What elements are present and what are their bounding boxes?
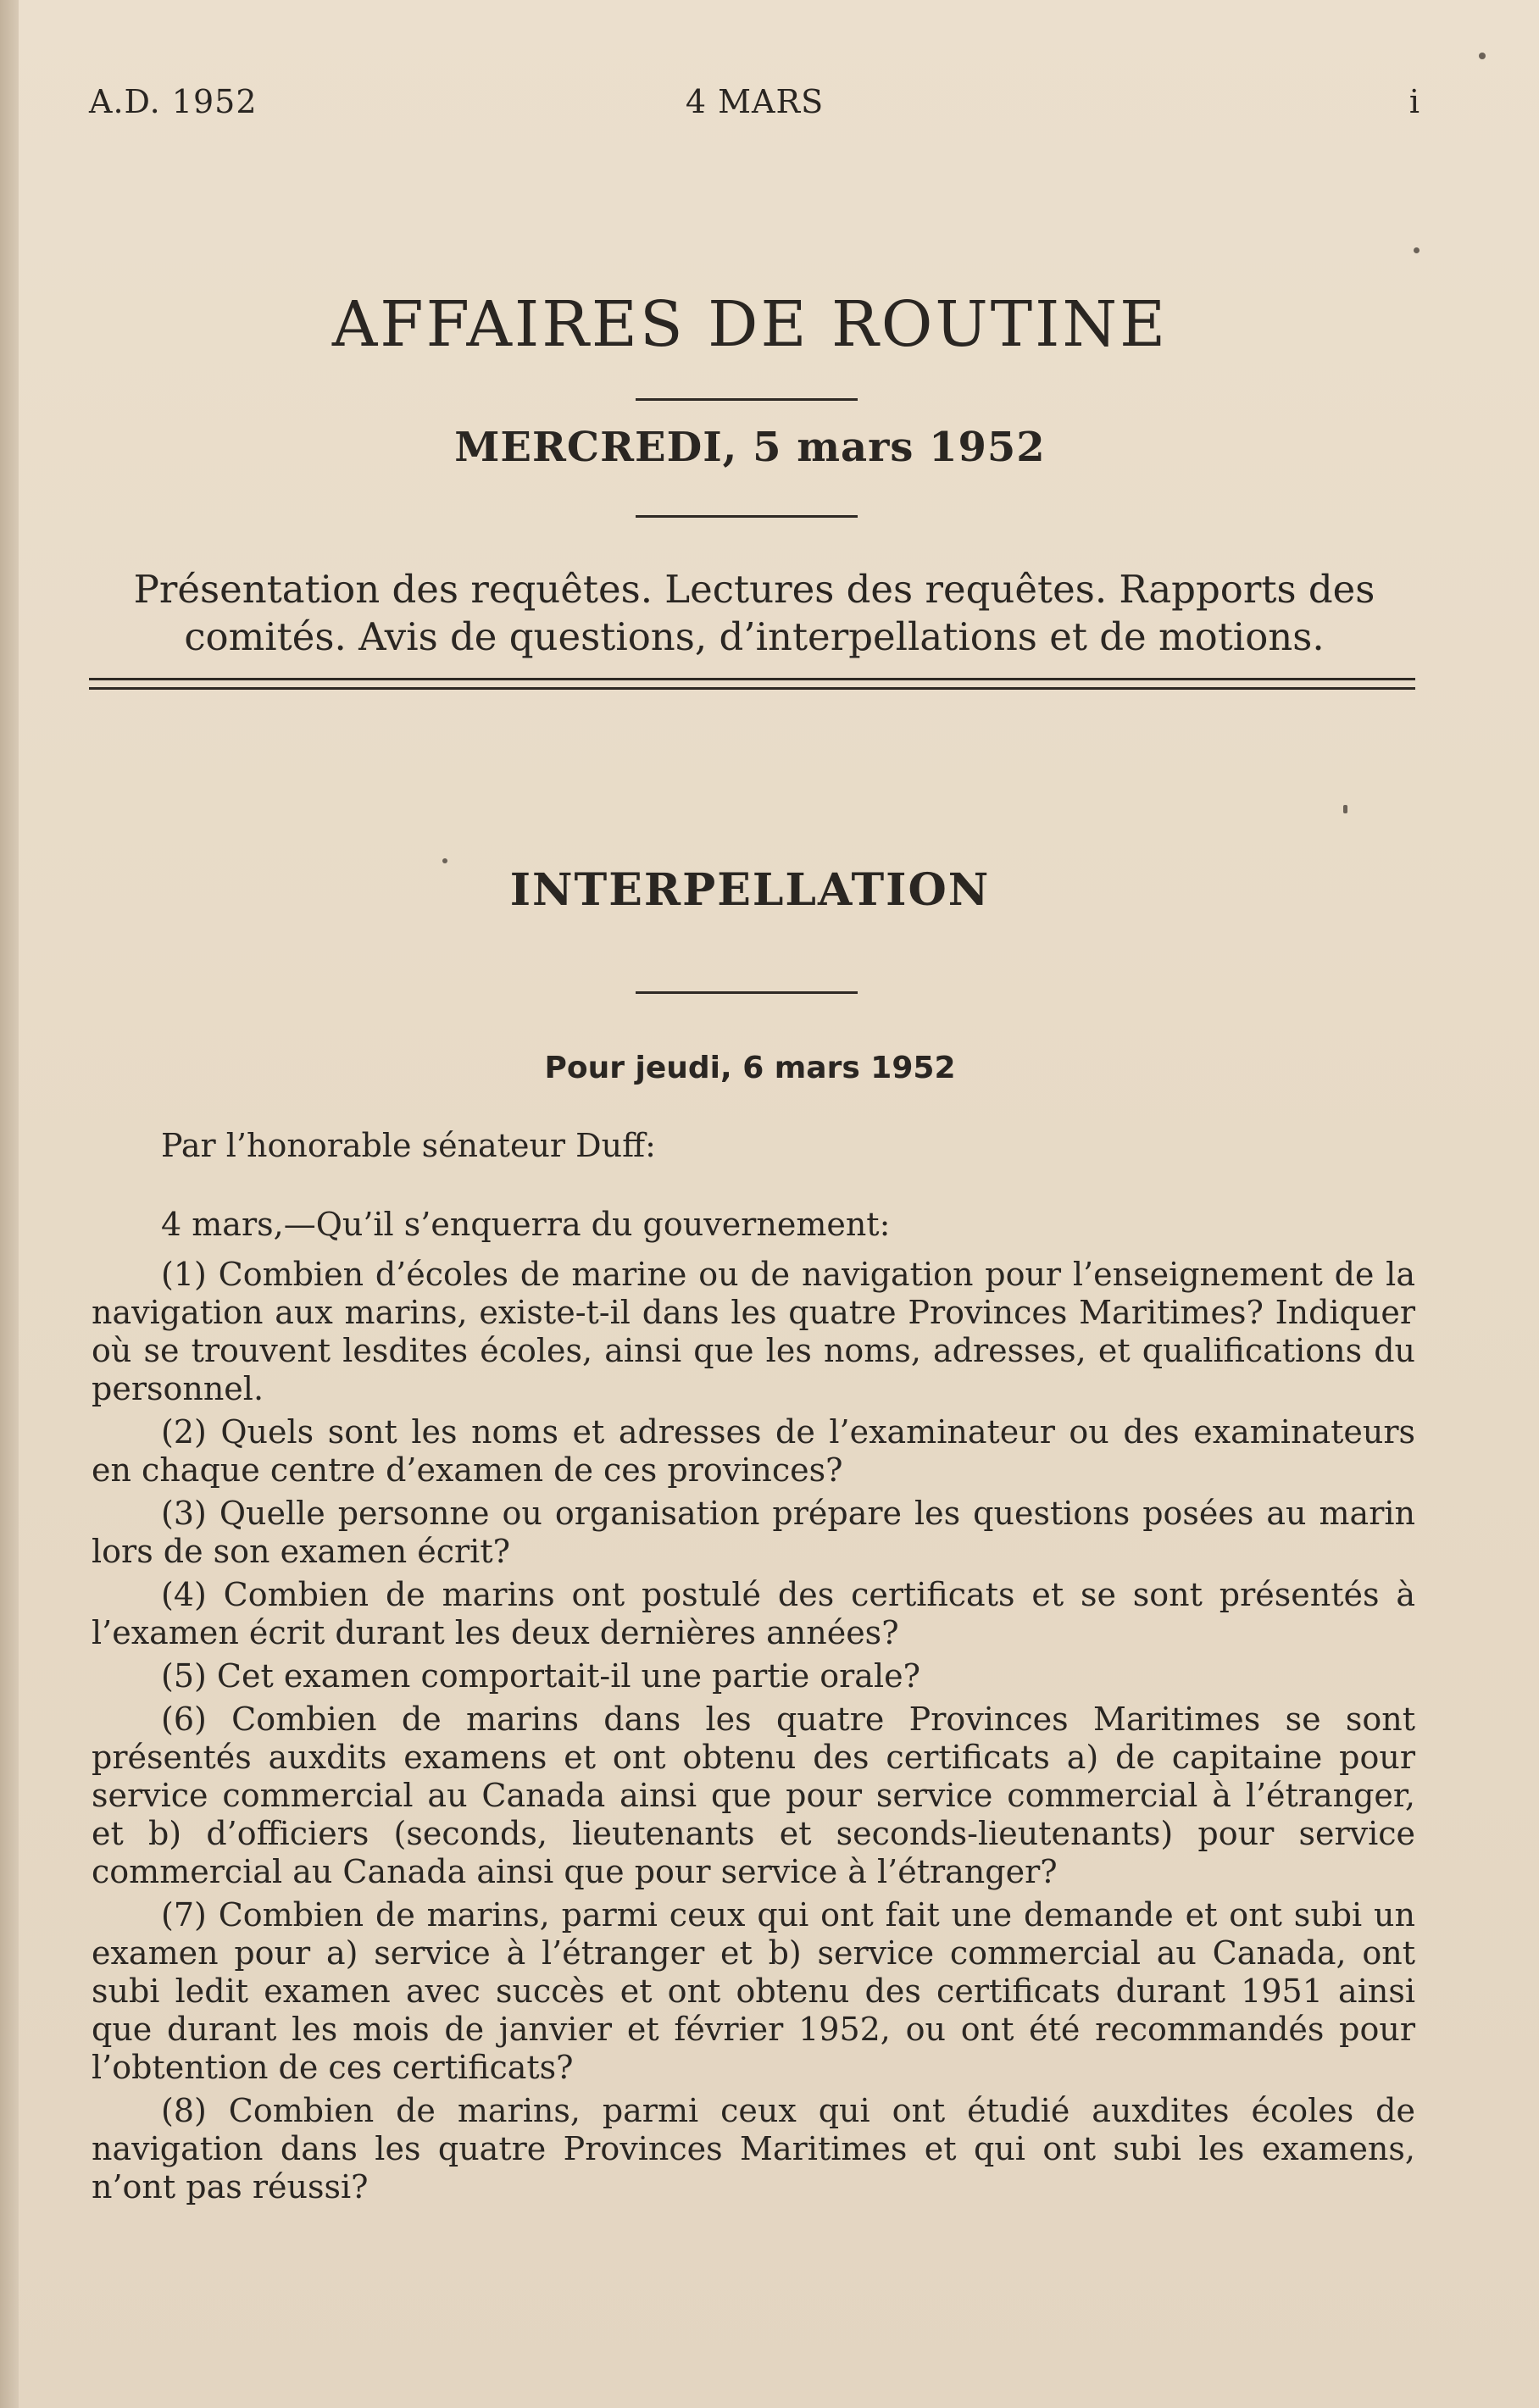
question-7: (7) Combien de marins, parmi ceux qui ont fait une demande et ont subi un examen pour a) service à l’étranger et b) service commercial au Canada, ont subi ledit examen avec succès et ont obtenu des certificats durant 1951 ainsi que durant les mois de janvier et février 1952, ou ont été recommandés pour l’obtention de ces certificats? [92, 1896, 1415, 2086]
question-4: (4) Combien de marins ont postulé des certificats et se sont présentés à l’examen écrit durant les deux dernières années? [92, 1576, 1415, 1651]
running-head-year: A.D. 1952 [89, 83, 258, 120]
question-6: (6) Combien de marins dans les quatre Provinces Maritimes se sont présentés auxdits examens et ont obtenu des certificats a) de capitaine pour service commercial au Canada ainsi que pour service commercial à l’étranger, et b) d’officiers (seconds, lieutenants et seconds-lieutenants) pour service commercial au Canada ainsi que pour service à l’étranger? [92, 1701, 1415, 1890]
question-3: (3) Quelle personne ou organisation prépare les questions posées au marin lors de son examen écrit? [92, 1495, 1415, 1570]
sitting-date: MERCREDI, 5 mars 1952 [454, 424, 1046, 471]
paper-speck [1479, 53, 1486, 59]
paper-speck [1343, 805, 1347, 813]
paper-speck [1414, 247, 1420, 253]
running-head-date: 4 MARS [685, 83, 825, 120]
page-edge-shadow [0, 0, 19, 2408]
question-8: (8) Combien de marins, parmi ceux qui ont étudié auxdites écoles de navigation dans les quatre Provinces Maritimes et qui ont subi les examens, n’ont pas réussi? [92, 2092, 1415, 2205]
page-title: AFFAIRES DE ROUTINE [331, 288, 1169, 361]
running-head [89, 83, 1420, 125]
divider-rule [636, 515, 858, 518]
divider-rule [636, 991, 858, 994]
paper-speck [442, 858, 447, 863]
question-5: (5) Cet examen comportait-il une partie orale? [161, 1657, 920, 1695]
order-of-business: Présentation des requêtes. Lectures des requêtes. Rapports des comités. Avis de questions, d’interpellations et de motions. [133, 567, 1375, 659]
inquiry-intro: 4 mars,—Qu’il s’enquerra du gouvernement: [161, 1206, 891, 1243]
inquiry-body [92, 1127, 1415, 2211]
page-number: i [1408, 83, 1420, 120]
question-2: (2) Quels sont les noms et adresses de l’examinateur ou des examinateurs en chaque centre d’examen de ces provinces? [92, 1413, 1415, 1489]
senator-byline: Par l’honorable sénateur Duff: [161, 1127, 656, 1164]
for-date: Pour jeudi, 6 mars 1952 [544, 1051, 956, 1085]
double-divider-rule [89, 678, 1415, 690]
divider-rule [636, 398, 858, 401]
question-1: (1) Combien d’écoles de marine ou de navigation pour l’enseignement de la navigation aux marins, existe-t-il dans les quatre Provinces Maritimes? Indiquer où se trouvent lesdites écoles, ainsi que les noms, adresses, et qualifications du personnel. [92, 1256, 1415, 1407]
section-heading: INTERPELLATION [509, 864, 991, 916]
